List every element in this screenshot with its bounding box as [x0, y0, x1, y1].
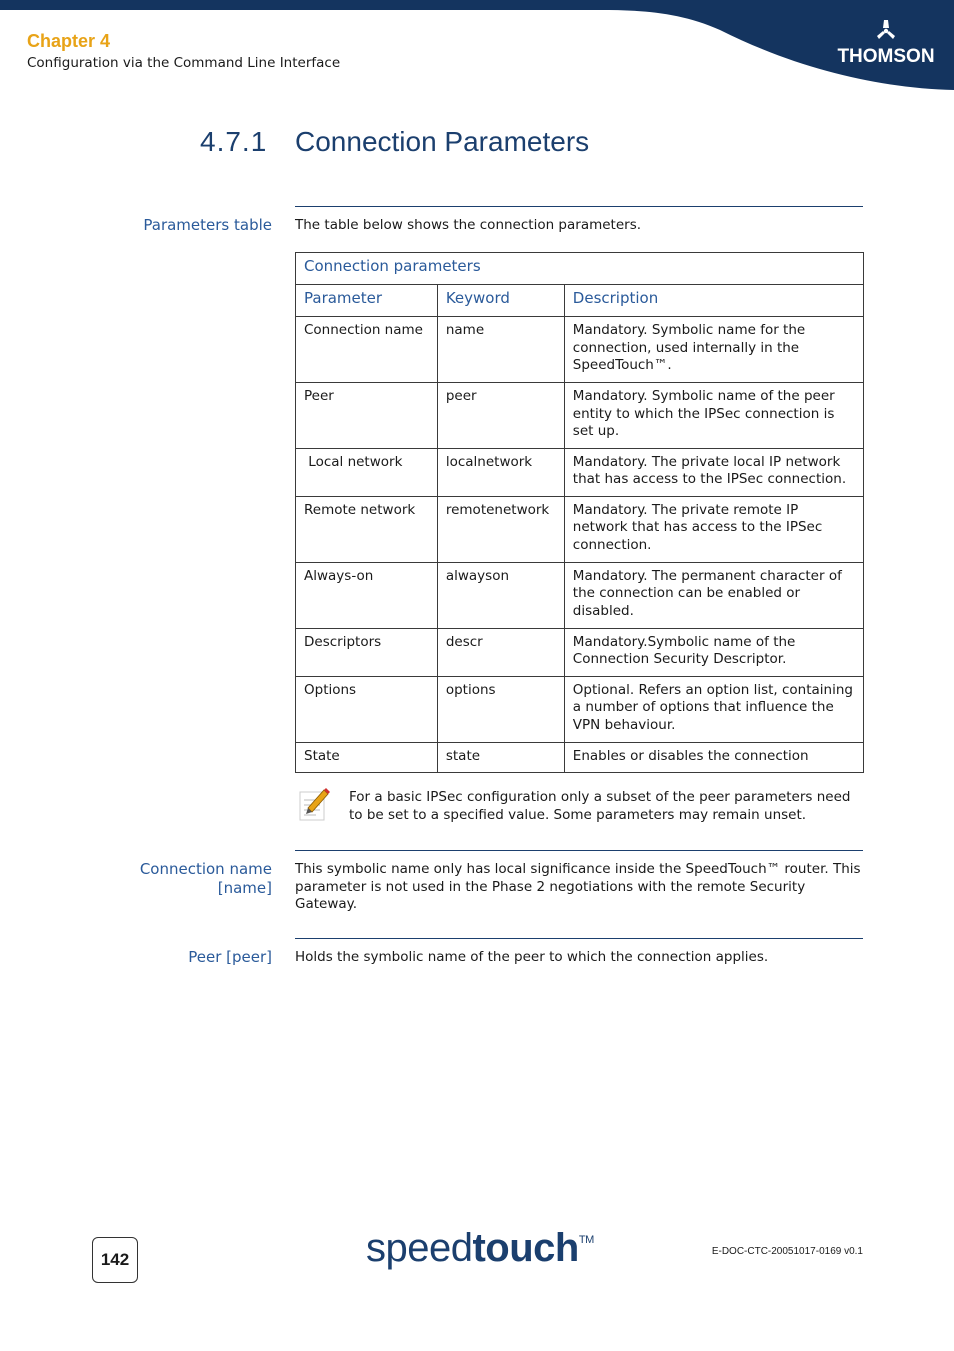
parameters-table-intro: The table below shows the connection parameters. [295, 217, 642, 233]
parameter-cell: Peer [296, 383, 438, 449]
section-title [200, 126, 589, 158]
connection-name-text: This symbolic name only has local significance inside the SpeedTouch™ router. This parameter is not used in the Phase 2 negotiations with the remote Security Gateway. [295, 861, 861, 912]
table-row [296, 676, 864, 742]
keyword-cell: state [437, 742, 564, 773]
brand-light: speed [366, 1226, 473, 1270]
peer-text: Holds the symbolic name of the peer to which the connection applies. [295, 949, 769, 965]
column-header-description: Description [564, 285, 863, 317]
table-row [296, 562, 864, 628]
section-title-text: Connection Parameters [295, 126, 590, 157]
table-caption: Connection parameters [296, 253, 864, 285]
peer-label: Peer [peer] [188, 948, 272, 966]
keyword-cell: alwayson [437, 562, 564, 628]
parameter-cell: State [296, 742, 438, 773]
connection-name-label [140, 860, 272, 898]
description-cell: Mandatory. Symbolic name for the connection, used internally in the SpeedTouch™. [564, 317, 863, 383]
connection-name-label-line2: [name] [217, 879, 272, 897]
brand-bold: touch [472, 1226, 579, 1270]
parameter-cell: Local network [296, 448, 438, 496]
keyword-cell: localnetwork [437, 448, 564, 496]
logo-text: THOMSON [837, 46, 935, 67]
table-row [296, 496, 864, 562]
parameters-table-label: Parameters table [143, 216, 272, 234]
chapter-subtitle: Configuration via the Command Line Interface [27, 55, 341, 71]
keyword-cell: name [437, 317, 564, 383]
chapter-label: Chapter 4 [27, 31, 111, 51]
parameter-cell: Descriptors [296, 628, 438, 676]
table-row [296, 317, 864, 383]
table-row [296, 448, 864, 496]
keyword-cell: remotenetwork [437, 496, 564, 562]
description-cell: Mandatory. The private local IP network that has access to the IPSec connection. [564, 448, 863, 496]
connection-name-label-line1: Connection name [139, 860, 272, 878]
description-cell: Enables or disables the connection [564, 742, 863, 773]
connection-parameters-table [295, 252, 864, 773]
parameter-cell: Remote network [296, 496, 438, 562]
description-cell: Mandatory. Symbolic name of the peer entity to which the IPSec connection is set up. [564, 383, 863, 449]
divider [295, 206, 863, 207]
note-text: For a basic IPSec configuration only a subset of the peer parameters need to be set to a specified value. Some parameters may remain unset. [349, 789, 851, 823]
document-reference: E-DOC-CTC-20051017-0169 v0.1 [711, 1246, 863, 1257]
thomson-logo [836, 18, 936, 70]
speedtouch-logo [366, 1226, 594, 1271]
parameter-cell: Connection name [296, 317, 438, 383]
description-cell: Optional. Refers an option list, containing a number of options that influence the VPN behaviour. [564, 676, 863, 742]
table-row [296, 742, 864, 773]
table-row [296, 628, 864, 676]
divider [295, 850, 863, 851]
section-number: 4.7.1 [200, 126, 268, 157]
keyword-cell: peer [437, 383, 564, 449]
divider [295, 938, 863, 939]
page-number: 142 [92, 1237, 138, 1283]
brand-trademark: TM [578, 1234, 594, 1246]
description-cell: Mandatory. The permanent character of the connection can be enabled or disabled. [564, 562, 863, 628]
column-header-parameter: Parameter [296, 285, 438, 317]
column-header-keyword: Keyword [437, 285, 564, 317]
description-cell: Mandatory.Symbolic name of the Connection Security Descriptor. [564, 628, 863, 676]
table-row [296, 383, 864, 449]
parameter-cell: Always-on [296, 562, 438, 628]
description-cell: Mandatory. The private remote IP network that has access to the IPSec connection. [564, 496, 863, 562]
keyword-cell: options [437, 676, 564, 742]
thomson-emblem-icon [836, 18, 936, 46]
header-band [0, 0, 954, 95]
pencil-note-icon [298, 786, 330, 822]
keyword-cell: descr [437, 628, 564, 676]
parameter-cell: Options [296, 676, 438, 742]
